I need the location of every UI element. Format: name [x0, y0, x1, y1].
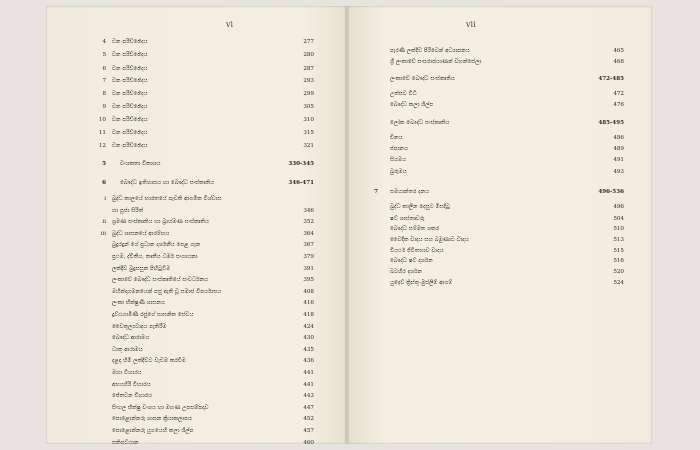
toc-entry-title: බුද්ධ කාලීන දෙසුට මිසදිටු — [390, 204, 451, 210]
toc-section-row — [96, 180, 314, 188]
toc-row — [96, 358, 314, 366]
toc-entry-page: 367 — [303, 242, 314, 249]
toc-entry-page: 452 — [303, 416, 314, 423]
toc-entry-title: බුද්ධ කාලයේ භාරතයේ පැවති ආගමික විශ්වාස — [112, 196, 222, 202]
toc-entry-title: බුද්ධ ශාසනයේ ආරම්භය — [112, 230, 170, 237]
toc-entry-number: iii — [100, 230, 106, 237]
toc-entry-page: 346-471 — [288, 180, 314, 186]
toc-section-row — [372, 120, 624, 128]
toc-row — [96, 370, 314, 378]
toc-entry-page: 391 — [303, 265, 314, 272]
toc-row — [372, 59, 624, 67]
toc-row — [372, 169, 624, 177]
toc-entry-title: ශ්‍රී ලංකාවේ සංඝරාජයාණන් වහන්සේලා — [390, 59, 482, 65]
toc-entry-page: 496-536 — [598, 189, 624, 195]
toc-entry-page: 352 — [303, 219, 314, 226]
toc-entry-page: 346 — [303, 207, 314, 214]
toc-entry-title: පොළොන්නරු යුගයෙහි කලා ශිල්ප — [112, 428, 194, 434]
toc-row — [372, 135, 624, 143]
toc-row — [96, 104, 314, 112]
toc-entry-number: 6 — [102, 180, 106, 186]
toc-row — [372, 280, 624, 288]
toc-row — [96, 289, 314, 297]
toc-entry-title: වන පරිච්ඡේදය — [112, 52, 148, 58]
toc-entry-title: යුදෙව් ක්‍රිස්තු-මුස්ලිම් ආගම් — [390, 280, 453, 286]
toc-row — [96, 208, 314, 216]
toc-entry-number: 11 — [98, 130, 106, 136]
toc-entry-title: වන පරිච්ඡේදය — [112, 104, 148, 110]
toc-entry-title: ධාතු ආරාමය — [112, 346, 143, 353]
toc-entry-page: 424 — [303, 323, 314, 330]
toc-row — [96, 52, 314, 60]
toc-row — [372, 258, 624, 266]
toc-entry-title: බටහිර දර්ශන — [390, 269, 422, 275]
toc-entry-title: අභයගිරි විහාරය — [112, 381, 151, 388]
toc-entry-title: බුරුමය — [390, 169, 407, 175]
toc-row — [96, 405, 314, 413]
toc-entry-number: 7 — [374, 189, 378, 195]
toc-row — [372, 91, 624, 99]
toc-entry-page: 460 — [303, 439, 314, 446]
toc-entry-title: සියමය — [390, 157, 407, 163]
toc-row — [372, 226, 624, 234]
toc-entry-number: 10 — [98, 117, 106, 123]
toc-entry-page: 443 — [303, 393, 314, 400]
toc-entry-page: 430 — [303, 335, 314, 342]
toc-entry-title: වෛතුල්‍යවාදය පැතිරීම — [112, 323, 167, 330]
toc-entry-title: ශ්‍රමණ සංස්කෘතිය හා බ්‍රාහ්මණ සංස්කෘතිය — [112, 219, 210, 226]
toc-entry-page: 305 — [303, 104, 314, 110]
toc-entry-title: සිංහල භික්ෂු වංශය හා මහණ උපසම්පදාව — [112, 404, 209, 411]
toc-entry-page: 299 — [303, 91, 314, 97]
toc-entry-number: ii — [102, 219, 106, 226]
toc-row — [372, 157, 624, 165]
toc-entry-title: වියර්ථ ජිවිතභාව වාදය — [390, 248, 444, 254]
toc-entry-title: බෞද්ධ ඉතිහාසය හා බෞද්ධ සංස්කෘතිය — [120, 180, 215, 186]
toc-entry-number: 8 — [102, 91, 106, 97]
toc-entry-title: ෂට් ශාස්තෘවරු — [390, 216, 425, 222]
toc-entry-page: 524 — [613, 280, 624, 286]
toc-row — [96, 231, 314, 239]
toc-entry-page: 321 — [303, 143, 314, 149]
left-page — [46, 6, 346, 444]
toc-row — [96, 440, 314, 448]
toc-row — [372, 269, 624, 277]
toc-entry-title: වන පරිච්ඡේදය — [112, 39, 148, 45]
toc-entry-title: වෛදික වාදය සහ බමුණාට වාදය — [390, 237, 469, 243]
toc-row — [372, 204, 624, 212]
toc-entry-title: වන පරිච්ඡේදය — [112, 143, 148, 149]
toc-entry-page: 496 — [613, 204, 624, 210]
toc-entry-page: 472-485 — [598, 76, 624, 82]
toc-section-row — [96, 161, 314, 169]
toc-entry-title: පැරණි ලක්දිව පිරිවෙන් අධ්‍යාපනය — [390, 48, 470, 54]
toc-row — [96, 277, 314, 285]
toc-entry-title: ජේතවන විහාරය — [112, 393, 153, 400]
toc-row — [372, 102, 624, 110]
toc-row — [96, 254, 314, 262]
toc-entry-title: සමයාන්තර දනය — [390, 189, 430, 195]
toc-entry-number: 5 — [102, 52, 106, 58]
toc-section-row — [372, 76, 624, 84]
toc-entry-title: මහා විහාරය — [112, 370, 142, 376]
toc-entry-title: සතිපට්ඨාන — [112, 439, 139, 446]
toc-entry-title: ලංකාවේ බෞද්ධ සංස්කෘතියේ සංවර්ධනය — [112, 277, 209, 284]
toc-entry-number: 5 — [102, 161, 106, 167]
toc-entry-title: බෞද්ධ ෂට් දර්ශන — [390, 258, 433, 264]
toc-entry-page: 310 — [303, 117, 314, 123]
toc-entry-page: 472 — [613, 91, 624, 97]
toc-entry-page: 510 — [613, 226, 624, 232]
toc-entry-page: 520 — [613, 269, 624, 275]
toc-entry-title: ලෝක බෞද්ධ සංස්කෘතිය — [390, 120, 450, 126]
toc-entry-title: බෞද්ධ සම්මත ශකර — [390, 226, 440, 232]
toc-entry-page: 457 — [303, 428, 314, 434]
toc-entry-page: 416 — [303, 300, 314, 307]
toc-entry-page: 330-345 — [288, 161, 314, 167]
toc-row — [96, 347, 314, 355]
toc-entry-number: 9 — [102, 104, 106, 110]
toc-entry-page: 465 — [613, 48, 624, 54]
toc-entry-number: 7 — [102, 78, 106, 84]
toc-entry-title: ලංකාවේ බෞද්ධ සංස්කෘතිය — [390, 76, 455, 82]
toc-row — [372, 237, 624, 245]
toc-entry-page: 441 — [303, 381, 314, 388]
toc-entry-page: 493 — [613, 169, 624, 175]
toc-row — [96, 66, 314, 74]
toc-entry-number: i — [104, 196, 106, 202]
toc-entry-page: 516 — [613, 258, 624, 264]
toc-entry-page: 436 — [303, 358, 314, 365]
toc-entry-page: 293 — [303, 78, 314, 84]
toc-row — [96, 416, 314, 424]
toc-entry-page: 476 — [613, 102, 624, 108]
toc-entry-title: වන පරිච්ඡේදය — [112, 117, 148, 123]
toc-entry-title: දුට්ඨගාමිණී රජුගේ සාසනික සේවය — [112, 312, 194, 318]
toc-entry-page: 504 — [613, 216, 624, 222]
toc-entry-title: පොළොන්නරු ශාසන ක්‍රියාකලාපය — [112, 416, 192, 423]
toc-row — [96, 242, 314, 250]
toc-entry-page: 277 — [303, 39, 314, 45]
right-page-number: vii — [466, 20, 476, 29]
toc-row — [96, 39, 314, 47]
toc-entry-page: 435 — [303, 346, 314, 353]
toc-entry-page: 315 — [303, 130, 314, 136]
toc-entry-title: බෞද්ධ කලා ශිල්ප — [390, 102, 434, 108]
toc-entry-title: බෞද්ධ ආරාමය — [112, 335, 150, 342]
toc-entry-page: 468 — [613, 59, 624, 65]
toc-section-row — [372, 189, 624, 197]
toc-row — [96, 143, 314, 151]
toc-row — [96, 196, 314, 204]
toc-row — [96, 266, 314, 274]
toc-entry-title: වංශකතා විකාශය — [120, 161, 161, 167]
toc-row — [96, 130, 314, 138]
toc-row — [372, 248, 624, 256]
toc-entry-page: 379 — [303, 254, 314, 260]
toc-entry-page: 489 — [613, 146, 624, 152]
toc-entry-page: 515 — [613, 248, 624, 254]
toc-entry-title: ලංකා භික්ෂුණී ශාසනය — [112, 300, 166, 307]
toc-entry-page: 485-495 — [598, 120, 624, 126]
toc-row — [96, 219, 314, 227]
toc-row — [372, 48, 624, 56]
toc-entry-page: 364 — [303, 230, 314, 237]
toc-entry-number: 12 — [98, 143, 106, 149]
toc-entry-title: ලක්දිව බුදුසසුන පිහිටුවීම — [112, 265, 171, 272]
toc-entry-title: ප්‍රථම, ද්විතීය, තෘතීය ධර්ම සංගායනා — [112, 254, 198, 260]
toc-row — [96, 428, 314, 436]
toc-row — [96, 312, 314, 320]
left-page-number: vi — [226, 20, 234, 29]
toc-entry-title: වන පරිච්ඡේදය — [112, 91, 148, 97]
toc-entry-page: 486 — [613, 135, 624, 141]
toc-entry-number: 4 — [102, 39, 106, 45]
toc-entry-title: හා පූජා සිරිත් — [112, 207, 144, 214]
toc-entry-title: දළදා හිමි ලක්දිවට වැඩම කරවීම — [112, 358, 186, 365]
toc-entry-title: වන පරිච්ඡේදය — [112, 130, 148, 136]
toc-row — [372, 146, 624, 154]
toc-entry-number: 6 — [102, 66, 106, 72]
toc-entry-title: උත්සව විධි — [390, 91, 417, 97]
toc-row — [96, 117, 314, 125]
toc-entry-page: 441 — [303, 370, 314, 376]
toc-entry-title: වන පරිච්ඡේදය — [112, 66, 148, 72]
toc-row — [96, 324, 314, 332]
toc-entry-page: 513 — [613, 237, 624, 243]
toc-entry-title: මහින්දාගමනයෙන් පසු ඇති වූ සමාජ විපර්යාසය — [112, 288, 222, 295]
toc-row — [96, 300, 314, 308]
toc-entry-title: බුදුරදුන් ගේ ප්‍රධාන දර්ශනීය පෙළ ගැන — [112, 242, 201, 249]
right-page — [348, 6, 652, 444]
toc-row — [96, 393, 314, 401]
toc-entry-page: 408 — [303, 288, 314, 295]
toc-entry-page: 447 — [303, 404, 314, 411]
toc-entry-title: ජපානය — [390, 146, 408, 152]
toc-entry-title: චීනය — [390, 135, 403, 141]
toc-row — [372, 216, 624, 224]
toc-row — [96, 335, 314, 343]
toc-entry-page: 491 — [613, 157, 624, 163]
toc-entry-page: 280 — [303, 52, 314, 58]
toc-entry-page: 287 — [303, 66, 314, 72]
toc-entry-page: 418 — [303, 312, 314, 318]
toc-entry-page: 395 — [303, 277, 314, 284]
toc-entry-title: වන පරිච්ඡේදය — [112, 78, 148, 84]
toc-row — [96, 78, 314, 86]
toc-row — [96, 91, 314, 99]
toc-row — [96, 382, 314, 390]
